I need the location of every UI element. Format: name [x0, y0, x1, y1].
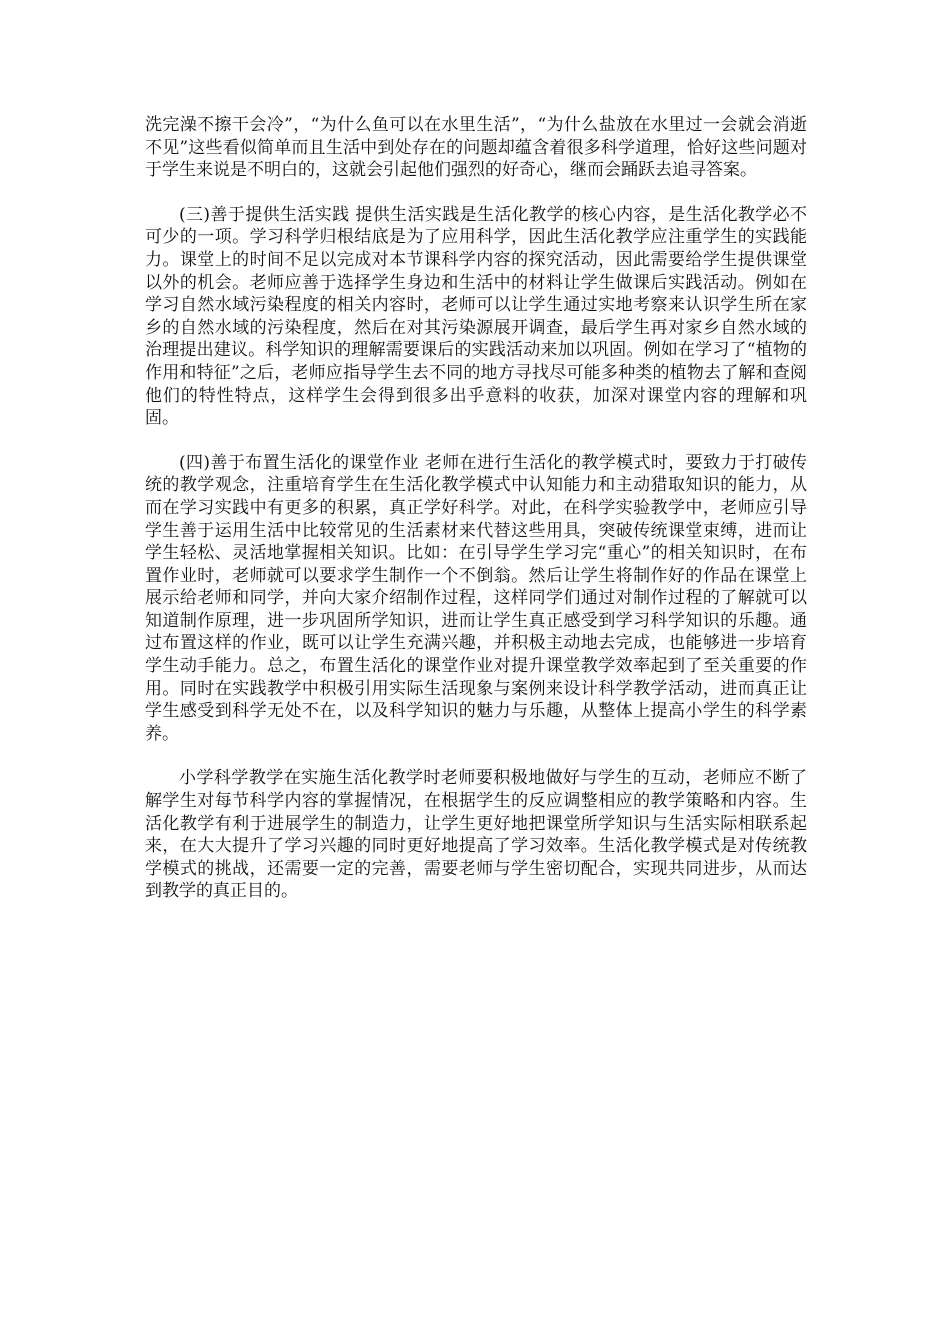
paragraph-conclusion: 小学科学教学在实施生活化教学时老师要积极地做好与学生的互动，老师应不断了解学生对每节科学内容的掌握情况，在根据学生的反应调整相应的教学策略和内容。生活化教学有利于进展学生的制造力，让学生更好地把课堂所学知识与生活实际相联系起来，在大大提升了学习兴趣的同时更好地提高了学习效率。生活化教学模式是对传统教学模式的挑战，还需要一定的完善，需要老师与学生密切配合，实现共同进步，从而达到教学的真正目的。 — [145, 768, 807, 902]
document-page — [145, 114, 807, 925]
paragraph-section-three: (三)善于提供生活实践 提供生活实践是生活化教学的核心内容，是生活化教学必不可少的一项。学习科学归根结底是为了应用科学，因此生活化教学应注重学生的实践能力。课堂上的时间不足以完成对本节课科学内容的探究活动，因此需要给学生提供课堂以外的机会。老师应善于选择学生身边和生活中的材料让学生做课后实践活动。例如在学习自然水域污染程度的相关内容时，老师可以让学生通过实地考察来认识学生所在家乡的自然水域的污染程度，然后在对其污染源展开调查，最后学生再对家乡自然水域的治理提出建议。科学知识的理解需要课后的实践活动来加以巩固。例如在学习了“植物的作用和特征”之后，老师应指导学生去不同的地方寻找尽可能多种类的植物去了解和查阅他们的特性特点，这样学生会得到很多出乎意料的收获，加深对课堂内容的理解和巩固。 — [145, 204, 807, 429]
paragraph-continuation: 洗完澡不擦干会冷”，“为什么鱼可以在水里生活”，“为什么盐放在水里过一会就会消逝不见”这些看似简单而且生活中到处存在的问题却蕴含着很多科学道理，恰好这些问题对于学生来说是不明白的，这就会引起他们强烈的好奇心，继而会踊跃去追寻答案。 — [145, 115, 807, 181]
paragraph-section-four: (四)善于布置生活化的课堂作业 老师在进行生活化的教学模式时，要致力于打破传统的教学观念，注重培育学生在生活化教学模式中认知能力和主动猎取知识的能力，从而在学习实践中有更多的积累，真正学好科学。对此，在科学实验教学中，老师应引导学生善于运用生活中比较常见的生活素材来代替这些用具，突破传统课堂束缚，进而让学生轻松、灵活地掌握相关知识。比如：在引导学生学习完“重心”的相关知识时，在布置作业时，老师就可以要求学生制作一个不倒翁。然后让学生将制作好的作品在课堂上展示给老师和同学，并向大家介绍制作过程，这样同学们通过对制作过程的了解就可以知道制作原理，进一步巩固所学知识，进而让学生真正感受到学习科学知识的乐趣。通过布置这样的作业，既可以让学生充满兴趣，并积极主动地去完成，也能够进一步培育学生动手能力。总之，布置生活化的课堂作业对提升课堂教学效率起到了至关重要的作用。同时在实践教学中积极引用实际生活现象与案例来设计科学教学活动，进而真正让学生感受到科学无处不在，以及科学知识的魅力与乐趣，从整体上提高小学生的科学素养。 — [145, 452, 807, 744]
